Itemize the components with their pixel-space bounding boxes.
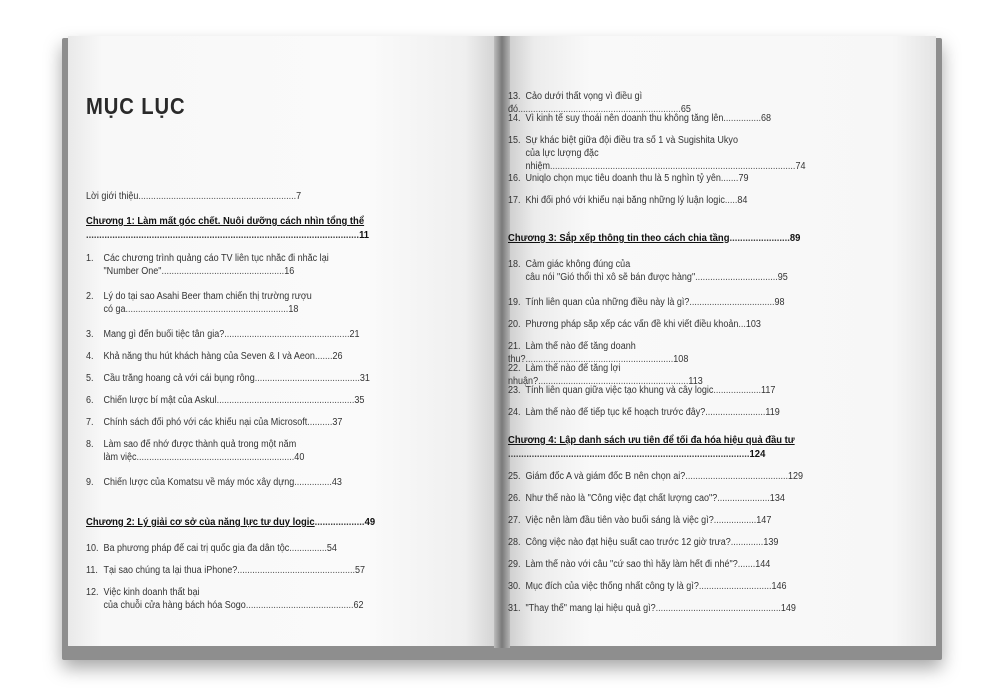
entry-label: Giám đốc A và giám đốc B nên chọn ai? xyxy=(525,471,686,482)
entry-label: Ba phương pháp để cai trị quốc gia đa dân tộc xyxy=(103,543,290,554)
entry-page: 31 xyxy=(359,373,370,384)
entry-page: 74 xyxy=(795,161,806,172)
toc-entry xyxy=(86,476,445,489)
entry-page: 16 xyxy=(284,266,295,277)
entry-label: Mang gì đến buổi tiệc tân gia? xyxy=(103,329,225,340)
chapter-heading xyxy=(86,214,442,242)
entry-number: 13. xyxy=(508,91,521,102)
entry-label-cont: làm việc xyxy=(103,452,137,463)
entry-dots: ....... xyxy=(737,559,756,570)
entry-page: 139 xyxy=(763,537,779,548)
entry-dots: ................. xyxy=(713,515,757,526)
toc-entry xyxy=(86,564,445,577)
entry-number: 21. xyxy=(508,341,521,352)
toc-entry xyxy=(508,134,812,173)
toc-entry xyxy=(508,558,812,571)
toc-entry xyxy=(508,580,812,593)
entry-label: Làm sao để nhớ được thành quả trong một năm xyxy=(103,439,297,450)
entry-number: 31. xyxy=(508,603,521,614)
entry-dots: .......................................... xyxy=(254,373,360,384)
entry-dots: ... xyxy=(738,319,746,330)
entry-page: 18 xyxy=(288,304,299,315)
entry-label: Cảo dưới thất vọng vì điều gì đó xyxy=(508,91,643,115)
entry-number: 3. xyxy=(86,329,94,340)
entry-dots: ............................................................ xyxy=(538,376,689,387)
chapter-dots: ........................................................................................................ xyxy=(86,229,360,241)
entry-label: Uniqlo chọn mục tiêu doanh thu là 5 nghìn tỷ yên xyxy=(525,173,721,184)
entry-dots: .................................................................................................. xyxy=(550,161,796,172)
entry-number: 17. xyxy=(508,195,521,206)
toc-entry xyxy=(508,514,812,527)
entry-number: 26. xyxy=(508,493,521,504)
entry-dots: ....... xyxy=(314,351,333,362)
entry-page: 134 xyxy=(769,493,785,504)
entry-dots: ....... xyxy=(720,173,739,184)
entry-label: Phương pháp sắp xếp các vấn đề khi viết điều khoản xyxy=(525,319,739,330)
chapter-dots: ....................... xyxy=(729,232,790,244)
entry-number: 8. xyxy=(86,439,94,450)
entry-dots: ................................. xyxy=(695,272,778,283)
entry-number: 11. xyxy=(86,565,98,576)
toc-entry xyxy=(508,318,812,331)
entry-page: 26 xyxy=(332,351,343,362)
toc-title: MỤC LỤC xyxy=(86,93,186,119)
entry-number: 6. xyxy=(86,395,94,406)
toc-entry xyxy=(86,394,445,407)
entry-number: 9. xyxy=(86,477,94,488)
entry-label: Tính liên quan giữa việc tạo khung và cây logic xyxy=(525,385,714,396)
entry-page: 144 xyxy=(755,559,771,570)
entry-page: 57 xyxy=(354,565,366,576)
entry-number: 19. xyxy=(508,297,521,308)
chapter-heading xyxy=(508,433,805,461)
entry-label: Chính sách đối phó với các khiếu nại của Microsoft xyxy=(103,417,308,428)
entry-label-cont: có ga xyxy=(103,304,126,315)
entry-dots: .................................................. xyxy=(224,329,350,340)
entry-dots: ................................................................. xyxy=(518,104,681,115)
entry-dots: ................................................. xyxy=(161,266,285,277)
entry-label: Chiến lược của Komatsu về máy móc xây dựng xyxy=(103,477,295,488)
entry-dots: ................................................................. xyxy=(125,304,289,315)
toc-entry xyxy=(86,586,445,612)
chapter-heading xyxy=(508,231,805,245)
entry-number: 16. xyxy=(508,173,521,184)
toc-entry xyxy=(508,112,812,125)
toc-entry xyxy=(508,536,812,549)
entry-dots: ............... xyxy=(723,113,761,124)
entry-page: 147 xyxy=(756,515,772,526)
entry-label: Công việc nào đạt hiệu suất cao trước 12 giờ trưa? xyxy=(525,537,731,548)
entry-page: 108 xyxy=(673,354,689,365)
toc-entry xyxy=(508,172,812,185)
entry-dots: ..................... xyxy=(717,493,770,504)
entry-label: Sự khác biệt giữa đội điều tra số 1 và Sugishita Ukyo xyxy=(525,135,738,146)
toc-entry xyxy=(86,372,445,385)
entry-dots: ....................................................... xyxy=(216,395,355,406)
toc-entry xyxy=(86,252,445,278)
entry-page: 37 xyxy=(332,417,343,428)
entry-number: 30. xyxy=(508,581,521,592)
entry-label: Cảm giác không đúng của xyxy=(525,259,631,270)
entry-page: 119 xyxy=(765,407,780,418)
entry-label-cont: "Number One" xyxy=(103,266,162,277)
entry-label: Việc kinh doanh thất bại xyxy=(103,587,200,598)
entry-label: Như thế nào là "Công việc đạt chất lượng cao"? xyxy=(525,493,718,504)
entry-page: 129 xyxy=(787,471,804,482)
entry-dots: ............... xyxy=(294,477,332,488)
entry-page: 68 xyxy=(761,113,772,124)
toc-entry xyxy=(86,350,445,363)
chapter-dots: ............................................................................................ xyxy=(508,448,750,460)
entry-dots: .................................. xyxy=(689,297,775,308)
entry-label: Lời giới thiệu xyxy=(86,191,139,202)
toc-entry xyxy=(508,194,812,207)
entry-number: 28. xyxy=(508,537,521,548)
toc-entry xyxy=(86,328,445,341)
entry-number: 18. xyxy=(508,259,521,270)
entry-label-cont: của chuỗi cửa hàng bách hóa Sogo xyxy=(103,600,246,611)
entry-page: 84 xyxy=(737,195,748,206)
entry-label: Làm thế nào để tiếp tục kế hoạch trước đây? xyxy=(525,407,706,418)
entry-page: 40 xyxy=(294,452,305,463)
toc-entry xyxy=(508,492,812,505)
entry-dots: ............................................................... xyxy=(138,191,297,202)
chapter-page: 89 xyxy=(789,232,801,244)
entry-page: 7 xyxy=(296,191,302,202)
entry-dots: ............................................................... xyxy=(136,452,295,463)
entry-label: Làm thế nào để tăng doanh thu? xyxy=(508,341,636,365)
entry-page: 43 xyxy=(331,477,342,488)
entry-dots: .......... xyxy=(307,417,333,428)
toc-entry xyxy=(508,258,812,284)
entry-label: Việc nên làm đầu tiên vào buổi sáng là việc gì? xyxy=(525,515,714,526)
entry-page: 65 xyxy=(680,104,691,115)
entry-dots: .................................................. xyxy=(655,603,781,614)
chapter-label: Chương 2: Lý giải cơ sở của năng lực tư duy logic xyxy=(86,516,315,528)
entry-label: Khả năng thu hút khách hàng của Seven & I và Aeon xyxy=(103,351,315,362)
toc-entry xyxy=(86,438,445,464)
entry-dots: ............................................... xyxy=(237,565,355,576)
entry-page: 117 xyxy=(760,385,776,396)
entry-number: 25. xyxy=(508,471,521,482)
entry-page: 62 xyxy=(353,600,364,611)
chapter-page: 124 xyxy=(749,448,766,460)
entry-number: 14. xyxy=(508,113,521,124)
entry-dots: ........................ xyxy=(705,407,766,418)
entry-label: Tính liên quan của những điều này là gì? xyxy=(525,297,690,308)
toc-entry xyxy=(508,602,812,615)
entry-page: 149 xyxy=(780,603,796,614)
entry-dots: ............. xyxy=(730,537,764,548)
entry-label: Làm thế nào để tăng lợi nhuận? xyxy=(508,363,621,387)
entry-number: 23. xyxy=(508,385,521,396)
entry-number: 2. xyxy=(86,291,94,302)
chapter-page: 49 xyxy=(364,516,376,528)
toc-entry xyxy=(86,416,445,429)
chapter-label: Chương 3: Sắp xếp thông tin theo cách chia tầng xyxy=(508,232,730,244)
entry-dots: ........................................................... xyxy=(525,354,674,365)
entry-label: Chiến lược bí mật của Askul xyxy=(103,395,217,406)
entry-page: 35 xyxy=(354,395,365,406)
entry-number: 4. xyxy=(86,351,94,362)
toc-entry xyxy=(86,290,445,316)
entry-page: 98 xyxy=(774,297,785,308)
entry-label: Cầu trắng hoang cả với cái bụng rỗng xyxy=(103,373,255,384)
entry-page: 79 xyxy=(738,173,749,184)
toc-entry xyxy=(508,406,812,419)
entry-label: Làm thế nào với câu "cứ sao thì hãy làm hết đi nhé"? xyxy=(525,559,738,570)
entry-label: Vì kinh tế suy thoái nên doanh thu không tăng lên xyxy=(525,113,724,124)
entry-number: 29. xyxy=(508,559,521,570)
entry-dots: ............................. xyxy=(698,581,772,592)
entry-label-cont: của lực lượng đặc nhiệm xyxy=(525,148,599,172)
chapter-dots: ................... xyxy=(314,516,365,528)
chapter-label: Chương 4: Lập danh sách ưu tiên để tối đa hóa hiệu quả đầu tư xyxy=(508,434,795,446)
entry-number: 10. xyxy=(86,543,99,554)
entry-number: 5. xyxy=(86,373,94,384)
entry-number: 27. xyxy=(508,515,521,526)
toc-intro xyxy=(86,190,445,203)
entry-label: Lý do tại sao Asahi Beer tham chiến thị trường rượu xyxy=(103,291,312,302)
entry-dots: ................... xyxy=(713,385,761,396)
entry-page: 146 xyxy=(771,581,787,592)
entry-number: 22. xyxy=(508,363,521,374)
chapter-heading xyxy=(86,515,442,529)
toc-entry xyxy=(508,384,812,397)
entry-dots: ......................................... xyxy=(685,471,788,482)
entry-label: Mục đích của việc thống nhất công ty là gì? xyxy=(525,581,699,592)
entry-number: 7. xyxy=(86,417,94,428)
chapter-label: Chương 1: Làm mất góc chết. Nuôi dưỡng cách nhìn tổng thể xyxy=(86,215,365,227)
entry-number: 20. xyxy=(508,319,521,330)
entry-number: 24. xyxy=(508,407,521,418)
entry-page: 113 xyxy=(688,376,703,387)
entry-label-cont: câu nói "Gió thổi thì xô sẽ bán được hàng" xyxy=(525,272,696,283)
toc-entry xyxy=(86,542,445,555)
entry-label: Tại sao chúng ta lại thua iPhone? xyxy=(103,565,238,576)
entry-number: 1. xyxy=(86,253,94,264)
entry-dots: ........................................... xyxy=(245,600,354,611)
toc-entry xyxy=(508,296,812,309)
entry-label: "Thay thế" mang lại hiệu quả gì? xyxy=(525,603,656,614)
entry-number: 15. xyxy=(508,135,521,146)
entry-page: 21 xyxy=(349,329,360,340)
toc-entry xyxy=(508,470,812,483)
entry-page: 103 xyxy=(745,319,761,330)
entry-dots: ..... xyxy=(724,195,738,206)
entry-label: Các chương trình quảng cáo TV liên tục nhắc đi nhắc lại xyxy=(103,253,329,264)
entry-dots: ............... xyxy=(289,543,327,554)
entry-page: 54 xyxy=(326,543,337,554)
chapter-page: 11 xyxy=(359,229,370,241)
entry-page: 95 xyxy=(777,272,788,283)
entry-label: Khi đối phó với khiếu nại bằng những lý luận logic xyxy=(525,195,725,206)
entry-number: 12. xyxy=(86,587,99,598)
